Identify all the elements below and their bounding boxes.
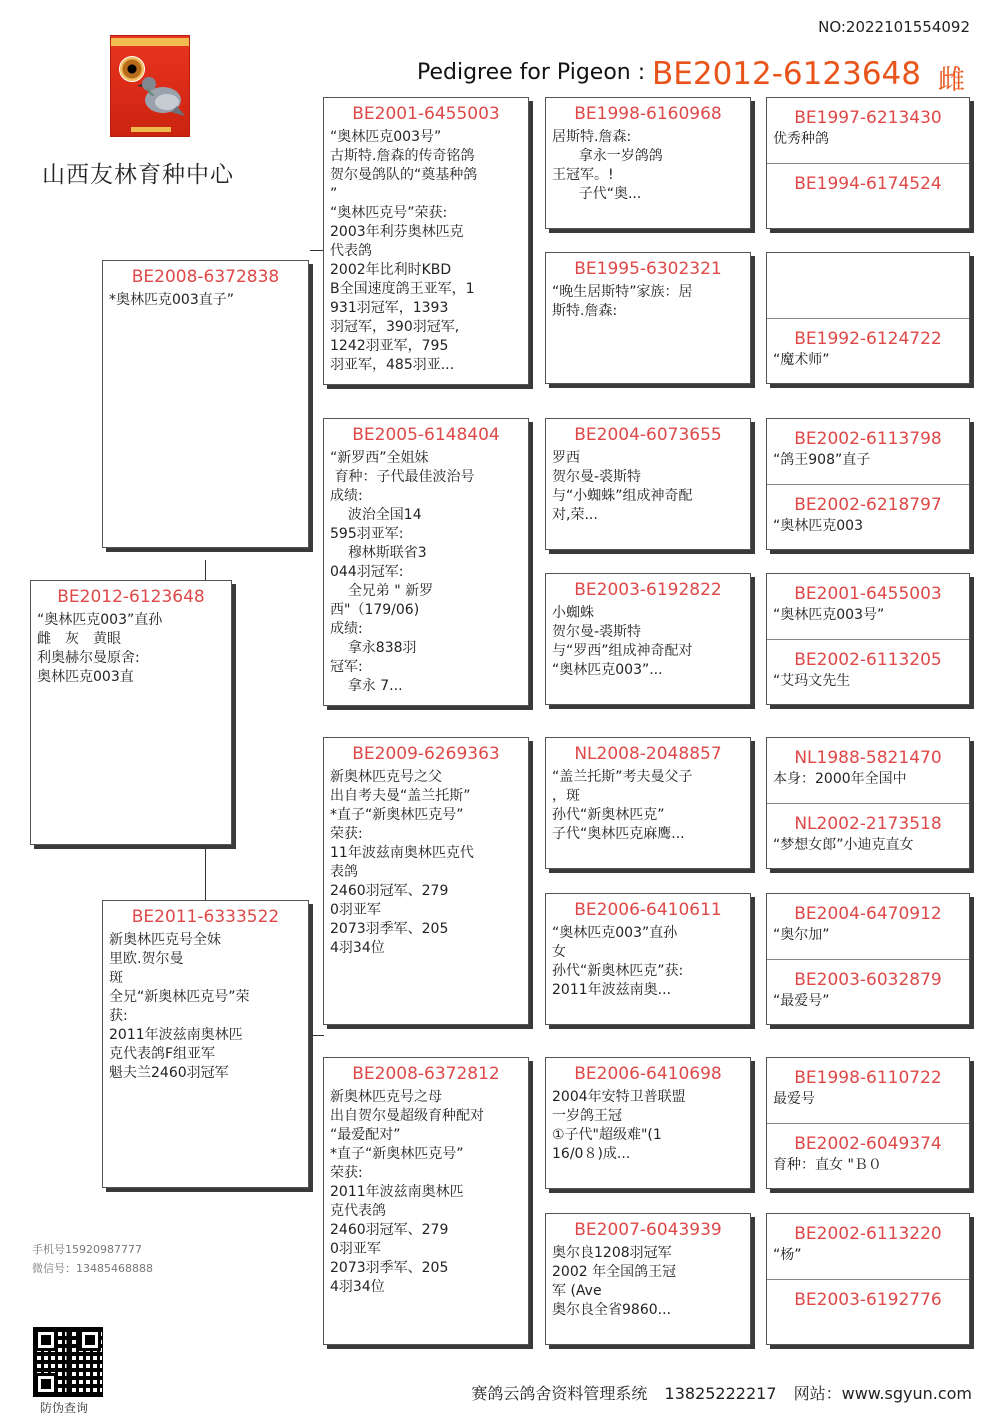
footer-website[interactable]: 网站：www.sgyun.com: [793, 1384, 972, 1403]
gen3-ring: BE2008-6372812: [352, 1064, 500, 1084]
dam-ring: BE2011-6333522: [131, 907, 280, 927]
gen5-dam[interactable]: [767, 1123, 969, 1189]
gen3-card[interactable]: [323, 737, 529, 1025]
dam-card[interactable]: [102, 900, 309, 1188]
gen5-pair-card[interactable]: [766, 418, 970, 550]
gen4-desc: 小蜘蛛 贺尔曼-裘斯特 与“罗西”组成神奇配对 “奥林匹克003”...: [552, 605, 693, 678]
gen4-card[interactable]: [545, 1057, 751, 1189]
gen4-ring: BE2003-6192822: [574, 580, 722, 600]
footer: [459, 1381, 972, 1404]
gen5-ring: BE2002-6218797: [794, 495, 942, 515]
connector-line: [310, 250, 324, 251]
gen5-pair-card[interactable]: [766, 252, 970, 384]
pedigree-title-sex: 雌: [938, 65, 965, 96]
gen5-ring: BE2003-6032879: [794, 970, 942, 990]
gen5-pair-card[interactable]: [766, 1213, 970, 1345]
gen5-dam[interactable]: [767, 484, 969, 550]
gen3-desc: “新罗西”全姐妹 育种：子代最佳波治号 成绩: 波治全国14 595羽亚军: 穆林斯联省3 044羽冠军: 全兄弟 " 新罗 西"（179/06) 成绩: 拿永838羽 冠军: 拿永 7...: [330, 450, 475, 694]
gen5-dam[interactable]: [767, 959, 969, 1025]
gen5-desc: 最爱号: [773, 1091, 815, 1107]
gen5-ring: BE1992-6124722: [794, 329, 942, 349]
gen5-pair-card[interactable]: [766, 893, 970, 1025]
gen3-desc: 新奥林匹克号之父 出自考夫曼“盖兰托斯” *直子“新奥林匹克号” 荣获: 11年波兹南奥林匹克代 表鸽 2460羽冠军、279 0羽亚军 2073羽季军、205 4羽34位: [330, 769, 474, 956]
gen5-desc: [767, 1310, 969, 1312]
gen4-ring: BE1995-6302321: [574, 259, 722, 279]
gen5-pair-card[interactable]: [766, 97, 970, 229]
gen5-dam[interactable]: [767, 318, 969, 384]
gen5-sire[interactable]: [767, 894, 969, 959]
organization-name: 山西友林育种中心: [42, 162, 234, 188]
gen5-desc: [767, 263, 969, 265]
subject-desc: “奥林匹克003”直孙 雌 灰 黄眼 利奥赫尔曼原舍: 奥林匹克003直: [37, 612, 163, 685]
gen5-dam[interactable]: [767, 163, 969, 229]
gen5-sire[interactable]: [767, 738, 969, 803]
gen4-card[interactable]: [545, 573, 751, 705]
gen5-dam[interactable]: [767, 639, 969, 705]
gen5-desc: “杨”: [773, 1247, 802, 1263]
document-number: NO:2022101554092: [818, 18, 970, 36]
gen5-ring: BE2004-6470912: [794, 904, 942, 924]
gen4-ring: BE2006-6410698: [574, 1064, 722, 1084]
gen4-ring: BE2006-6410611: [574, 900, 722, 920]
subject-card[interactable]: [30, 580, 232, 845]
gen4-desc: 2004年安特卫普联盟 一岁鸽王冠 ①子代"超级难"(1 16/0８)成...: [552, 1089, 686, 1162]
footer-system-name: 赛鸽云鸽舍资料管理系统: [471, 1384, 648, 1403]
gen3-card[interactable]: [323, 1057, 529, 1345]
gen4-desc: “盖兰托斯”考夫曼父子 ，斑 孙代“新奥林匹克” 子代“奥林匹克麻鹰...: [552, 769, 693, 842]
gen5-dam[interactable]: [767, 1279, 969, 1345]
gen3-ring: BE2001-6455003: [352, 104, 500, 124]
gen5-dam[interactable]: [767, 803, 969, 869]
gen5-pair-card[interactable]: [766, 573, 970, 705]
sire-desc: *奥林匹克003直子”: [109, 292, 234, 308]
gen5-desc: 优秀种鸽: [773, 131, 829, 147]
qr-code[interactable]: [33, 1327, 103, 1397]
pedigree-title-label: Pedigree for Pigeon :: [417, 60, 646, 85]
subject-ring: BE2012-6123648: [57, 587, 205, 607]
gen4-ring: BE1998-6160968: [574, 104, 722, 124]
gen5-desc: [767, 194, 969, 196]
gen5-ring: NL1988-5821470: [794, 748, 942, 768]
footer-phone: 13825222217: [664, 1384, 777, 1403]
gen4-desc: 居斯特.詹森: 拿永一岁鸽鸽 王冠军。! 子代“奥...: [552, 129, 663, 202]
gen3-card[interactable]: [323, 97, 529, 385]
gen5-desc: “魔术师”: [773, 352, 830, 368]
sire-ring: BE2008-6372838: [131, 267, 280, 287]
gen5-sire[interactable]: [767, 419, 969, 484]
gen4-ring: NL2008-2048857: [574, 744, 722, 764]
gen5-ring: BE2002-6113220: [794, 1224, 942, 1244]
dam-desc: 新奥林匹克号全妹 里欧.贺尔曼 斑 全兄“新奥林匹克号”荣 获: 2011年波兹南奥林匹 克代表鸽F组亚军 魁夫兰2460羽冠军: [109, 932, 250, 1081]
gen5-ring: BE2001-6455003: [794, 584, 942, 604]
gen4-desc: “奥林匹克003”直孙 女 孙代“新奥林匹克”获: 2011年波兹南奥...: [552, 925, 684, 998]
gen5-desc: “鸽王908”直子: [773, 452, 871, 468]
pigeon-icon: [137, 72, 185, 118]
gen4-card[interactable]: [545, 418, 751, 550]
gen5-desc: “梦想女郎”小迪克直女: [773, 837, 914, 853]
gen5-sire[interactable]: [767, 1214, 969, 1279]
gen4-card[interactable]: [545, 252, 751, 384]
gen5-ring: BE2003-6192776: [794, 1290, 942, 1310]
gen4-card[interactable]: [545, 97, 751, 229]
gen5-pair-card[interactable]: [766, 737, 970, 869]
sire-card[interactable]: [102, 260, 309, 548]
gen4-ring: BE2004-6073655: [574, 425, 722, 445]
connector-line: [205, 560, 206, 580]
phone-number: 手机号15920987777: [32, 1243, 142, 1256]
gen5-desc: “奥林匹克003: [773, 518, 863, 534]
gen5-ring: BE1998-6110722: [794, 1068, 942, 1088]
gen5-sire[interactable]: [767, 574, 969, 639]
gen5-desc: 育种：直女 "Ｂ０: [773, 1157, 882, 1173]
gen4-desc: “晚生居斯特”家族：居 斯特.詹森:: [552, 284, 693, 319]
loft-logo: [110, 35, 190, 137]
gen5-ring: BE2002-6049374: [794, 1134, 942, 1154]
gen4-desc: 奥尔良1208羽冠军 2002 年全国鸽王冠 军 (Ave 奥尔良全省9860...: [552, 1245, 677, 1318]
gen3-desc: “奥林匹克003号” 古斯特.詹森的传奇铭鸽 贺尔曼鸽队的“奠基种鸽 ” “奥林匹克号”荣获: 2003年利芬奥林匹克 代表鸽 2002年比利时KBD B全国速度鸽王亚军，1 931羽冠军，1393 羽冠军，390羽冠军, 1242羽亚军，795 羽亚军，485羽亚...: [330, 129, 478, 373]
gen5-ring: BE1994-6174524: [794, 174, 942, 194]
gen5-ring: BE1997-6213430: [794, 108, 942, 128]
gen5-sire[interactable]: [767, 253, 969, 318]
gen3-ring: BE2009-6269363: [352, 744, 500, 764]
gen5-desc: “最爱号”: [773, 993, 830, 1009]
gen5-desc: “艾玛文先生: [773, 673, 851, 689]
qr-code-label: 防伪查询: [40, 1401, 89, 1415]
gen5-sire[interactable]: [767, 98, 969, 163]
gen5-desc: “奥尔加”: [773, 927, 830, 943]
gen3-desc: 新奥林匹克号之母 出自贺尔曼超级育种配对 “最爱配对” *直子“新奥林匹克号” 荣获: 2011年波兹南奥林匹 克代表鸽 2460羽冠军、279 0羽亚军 2073羽季军、205 4羽34位: [330, 1089, 484, 1295]
connector-line: [205, 845, 206, 900]
gen5-desc: “奥林匹克003号”: [773, 607, 885, 623]
wechat-number: 微信号：13485468888: [32, 1262, 153, 1275]
gen5-ring: BE2002-6113798: [794, 429, 942, 449]
gen4-desc: 罗西 贺尔曼-裘斯特 与“小蜘蛛”组成神奇配 对,荣...: [552, 450, 693, 523]
gen4-ring: BE2007-6043939: [574, 1220, 722, 1240]
pedigree-title-ring: BE2012-6123648: [652, 56, 921, 92]
gen4-card[interactable]: [545, 893, 751, 1025]
gen4-card[interactable]: [545, 737, 751, 869]
gen5-ring: BE2002-6113205: [794, 650, 942, 670]
gen4-card[interactable]: [545, 1213, 751, 1345]
gen3-ring: BE2005-6148404: [352, 425, 500, 445]
gen5-desc: 本身：2000年全国中: [773, 771, 907, 787]
connector-line: [310, 1035, 324, 1036]
gen5-pair-card[interactable]: [766, 1057, 970, 1189]
gen5-sire[interactable]: [767, 1058, 969, 1123]
gen3-card[interactable]: [323, 418, 529, 706]
gen5-ring: NL2002-2173518: [794, 814, 942, 834]
